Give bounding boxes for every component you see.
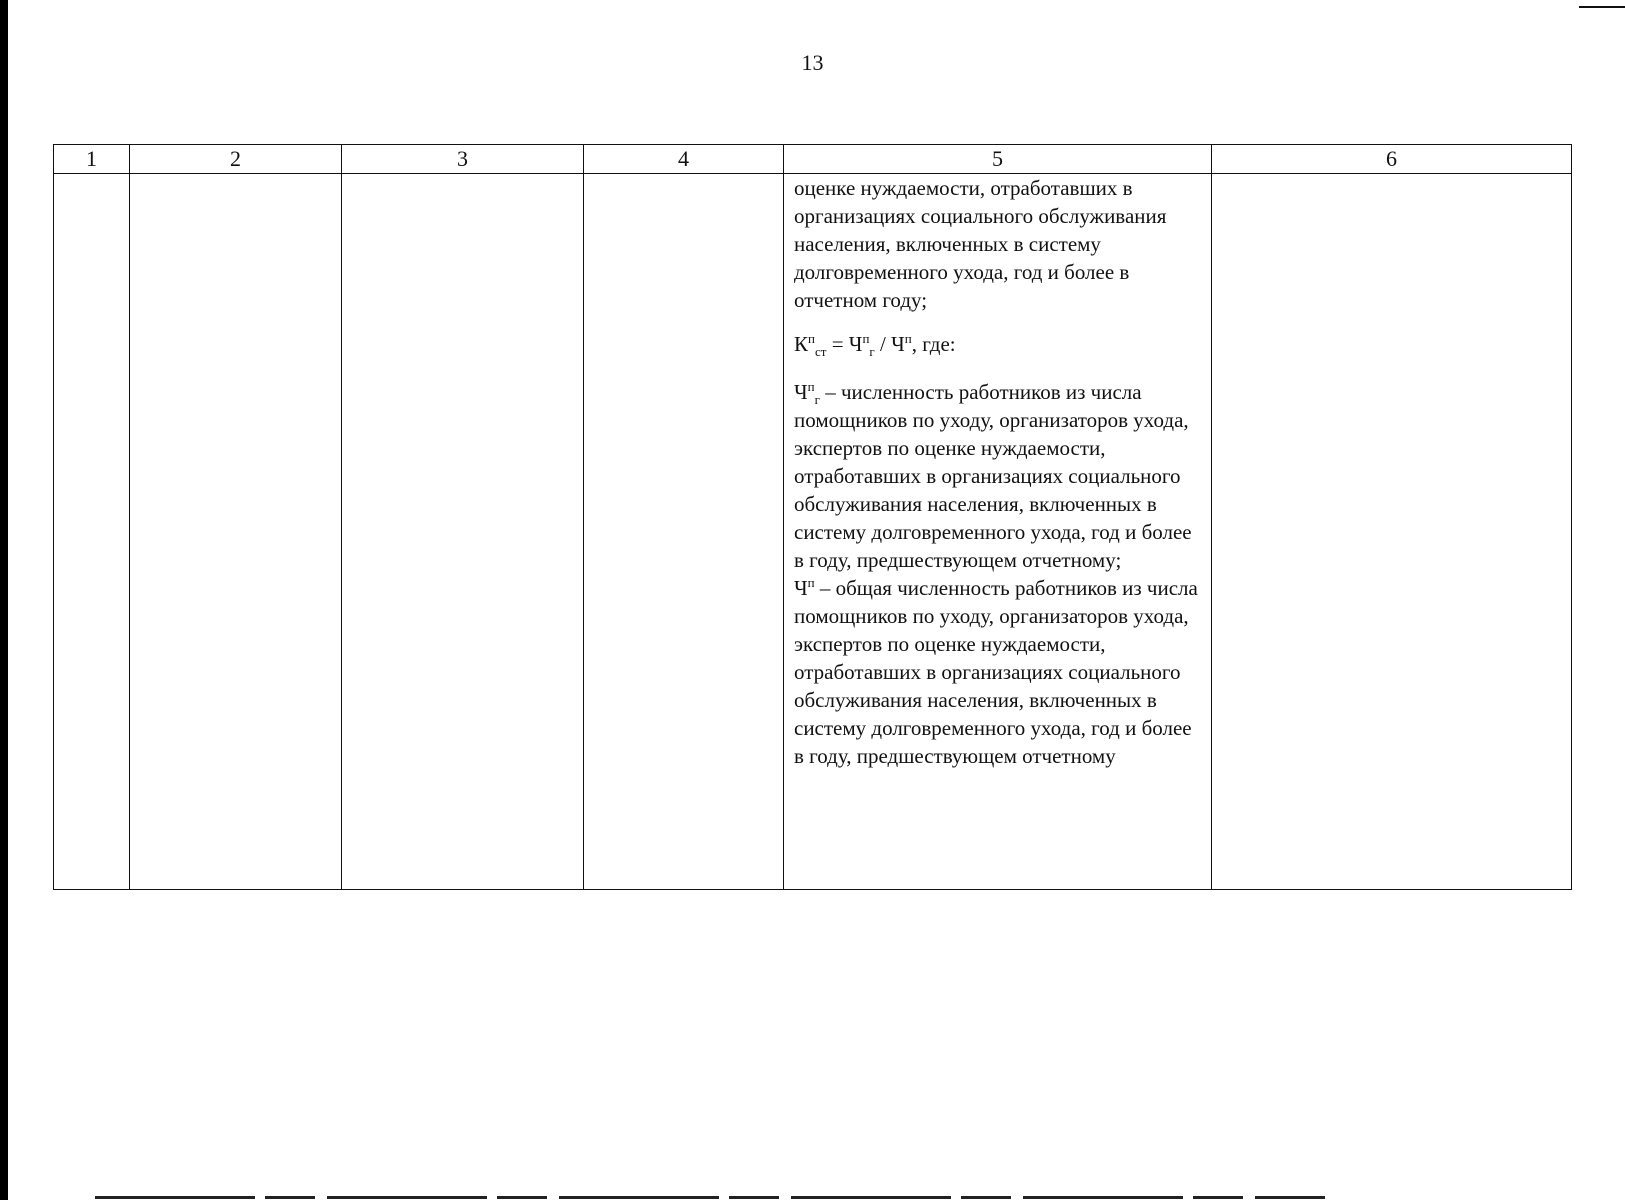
- cell-col-6: [1212, 174, 1572, 890]
- formula-ch2: Ч: [891, 332, 905, 356]
- formula-ch1-sup: п: [862, 331, 870, 346]
- definition-2: [794, 574, 1201, 770]
- column-header-1: 1: [54, 145, 130, 174]
- column-header-6: 6: [1212, 145, 1572, 174]
- formula-slash: /: [874, 332, 892, 356]
- formula: [794, 330, 1201, 358]
- def2-text: – общая численность работников из числа помощников по уходу, организаторов ухода, экспертов по оценке нуждаемости, отработавших в организациях социального обслуживания населения, включенных в систему долговременного ухода, год и более в году, предшествующем отчетному: [794, 576, 1198, 768]
- def1-text: – численность работников из числа помощников по уходу, организаторов ухода, экспертов по оценке нуждаемости, отработавших в организациях социального обслуживания населения, включенных в систему долговременного ухода, год и более в году, предшествующем отчетному;: [794, 380, 1192, 572]
- intro-paragraph: оценке нуждаемости, отработавших в организациях социального обслуживания населения, включенных в систему долговременного ухода, год и более в отчетном году;: [794, 176, 1167, 312]
- cell-col-1: [54, 174, 130, 890]
- formula-ch1: Ч: [848, 332, 863, 356]
- formula-eq: =: [826, 332, 849, 356]
- scan-footer-line: [95, 1196, 1325, 1199]
- column-header-5: 5: [784, 145, 1212, 174]
- cell-col-5: [784, 174, 1212, 890]
- def1-sub: г: [814, 392, 820, 408]
- page-number: 13: [801, 50, 824, 75]
- table-header-row: [54, 145, 1572, 174]
- def1-sup: п: [807, 379, 815, 394]
- cell-col-2: [130, 174, 342, 890]
- formula-k: К: [794, 332, 809, 356]
- def2-sup: п: [807, 575, 815, 590]
- formula-ch2-sup: п: [904, 331, 912, 346]
- column-header-3: 3: [342, 145, 584, 174]
- column-header-4: 4: [584, 145, 784, 174]
- cell-col-3: [342, 174, 584, 890]
- definition-1: [794, 378, 1201, 574]
- column-header-2: 2: [130, 145, 342, 174]
- formula-k-sup: п: [808, 331, 815, 346]
- cell-col-4: [584, 174, 784, 890]
- def1-symbol: Ч: [794, 380, 808, 404]
- def2-symbol: Ч: [794, 576, 808, 600]
- formula-ch1-sub: г: [869, 344, 875, 360]
- formula-tail: , где:: [911, 332, 956, 356]
- formula-k-sub: ст: [814, 344, 827, 360]
- document-table: [53, 144, 1572, 890]
- table-row: [54, 174, 1572, 890]
- scan-edge-mark: [1579, 6, 1625, 8]
- scan-edge-left: [0, 0, 8, 1200]
